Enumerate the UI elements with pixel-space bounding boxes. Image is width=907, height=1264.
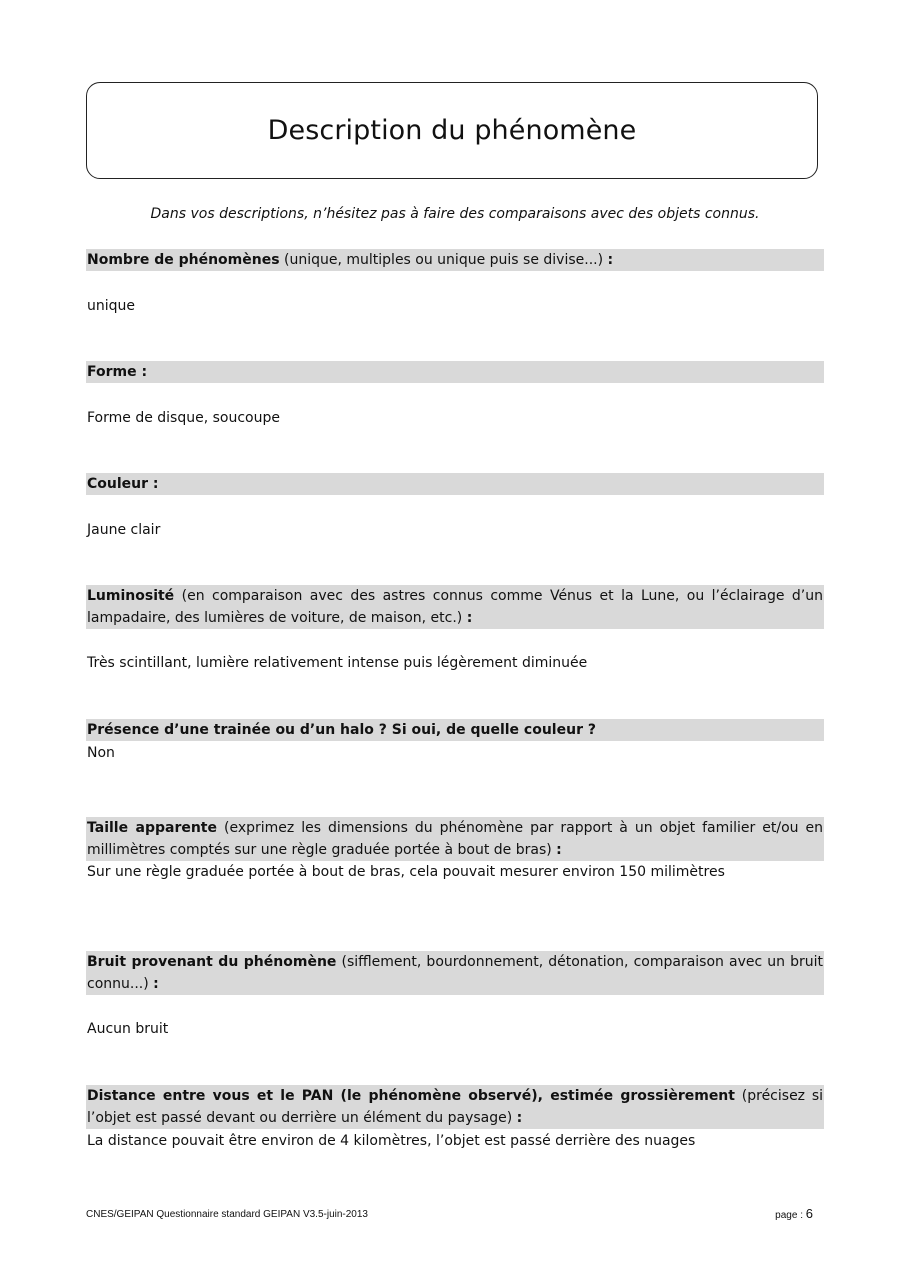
section-hint: (en comparaison avec des astres connus comme Vénus et la Lune, ou l’éclairage d’un lampadaire, des lumières de voiture, de maison, etc.) (87, 588, 823, 626)
page-number: 6 (805, 1206, 813, 1221)
section-label: Taille apparente (87, 820, 217, 836)
section-colon: : (607, 252, 614, 268)
section-colon: : (516, 1110, 523, 1126)
section-header-bruit (86, 951, 824, 995)
section-colon: : (466, 610, 473, 626)
footer-document-ref: CNES/GEIPAN Questionnaire standard GEIPAN V3.5-juin-2013 (86, 1209, 368, 1220)
section-label: Présence d’une trainée ou d’un halo ? Si oui, de quelle couleur ? (87, 722, 596, 738)
section-header-nombre (86, 249, 824, 271)
section-hint: (précisez si l’objet est passé devant ou derrière un élément du paysage) (87, 1088, 824, 1126)
section-header-forme (86, 361, 824, 383)
answer-trainee: Non (87, 745, 115, 761)
footer-page-indicator (775, 1206, 813, 1221)
answer-bruit: Aucun bruit (87, 1021, 169, 1037)
section-label: Nombre de phénomènes (87, 252, 280, 268)
section-hint: (exprimez les dimensions du phénomène par rapport à un objet familier et/ou en millimètres comptés sur une règle graduée portée à bout de bras) (87, 820, 823, 858)
section-header-distance (86, 1085, 824, 1129)
page-title: Description du phénomène (267, 115, 637, 146)
section-hint: (sifflement, bourdonnement, détonation, comparaison avec un bruit connu...) (87, 954, 823, 992)
answer-distance: La distance pouvait être environ de 4 kilomètres, l’objet est passé derrière des nuages (87, 1133, 696, 1149)
section-label: Forme : (87, 364, 148, 380)
section-label: Couleur : (87, 476, 159, 492)
section-hint: (unique, multiples ou unique puis se divise...) (279, 252, 608, 268)
title-box (86, 82, 818, 179)
answer-taille: Sur une règle graduée portée à bout de bras, cela pouvait mesurer environ 150 milimètres (87, 864, 725, 880)
section-header-couleur (86, 473, 824, 495)
intro-text: Dans vos descriptions, n’hésitez pas à faire des comparaisons avec des objets connus. (150, 206, 760, 222)
section-label: Luminosité (87, 588, 175, 604)
section-colon: : (556, 842, 562, 858)
section-header-trainee (86, 719, 824, 741)
answer-forme: Forme de disque, soucoupe (87, 410, 280, 426)
answer-nombre: unique (87, 298, 136, 314)
section-label: Bruit provenant du phénomène (87, 954, 337, 970)
section-header-taille (86, 817, 824, 861)
section-colon: : (153, 976, 159, 992)
section-header-luminosite (86, 585, 824, 629)
section-label: Distance entre vous et le PAN (le phénomène observé), estimée grossièrement (87, 1088, 735, 1104)
page-label: page : (775, 1210, 806, 1221)
answer-luminosite: Très scintillant, lumière relativement intense puis légèrement diminuée (87, 655, 588, 671)
answer-couleur: Jaune clair (87, 522, 161, 538)
